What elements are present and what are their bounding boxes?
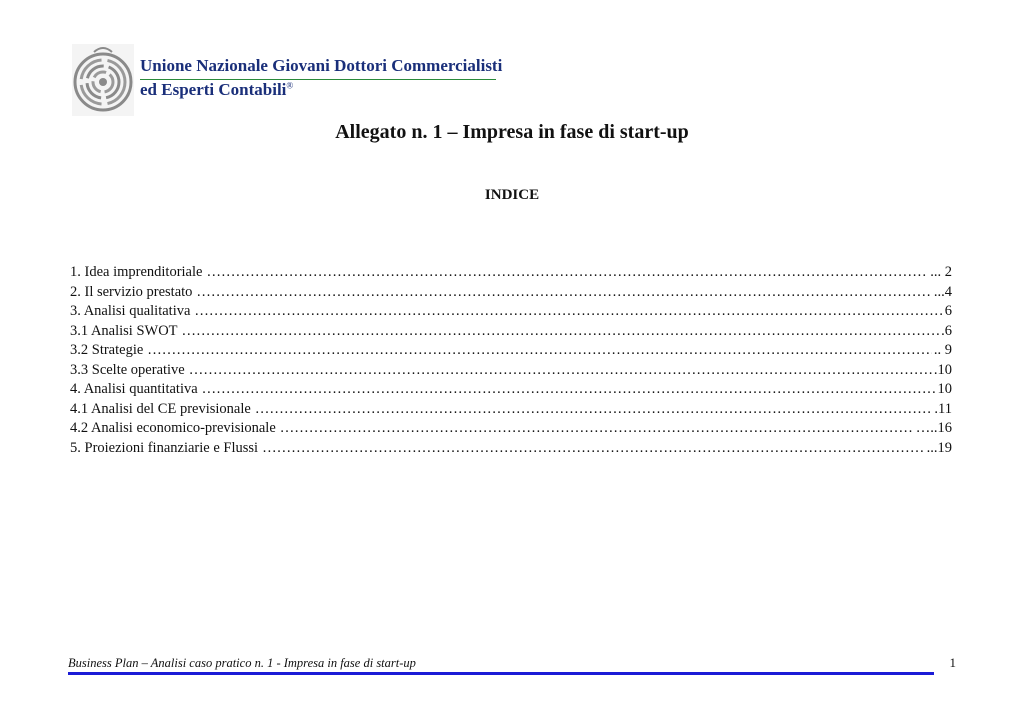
toc-leader-dots bbox=[189, 361, 932, 381]
toc-entry[interactable] bbox=[70, 380, 952, 400]
toc-entry-page: .6 bbox=[941, 322, 952, 339]
toc-entry-page: ... 2 bbox=[930, 264, 952, 280]
toc-entry[interactable] bbox=[70, 263, 952, 283]
toc-entry[interactable] bbox=[70, 419, 952, 439]
toc-entry-label: 4. Analisi quantitativa bbox=[70, 381, 198, 397]
toc-entry[interactable] bbox=[70, 322, 952, 342]
toc-entry-label: 5. Proiezioni finanziarie e Flussi bbox=[70, 439, 259, 456]
toc-leader-dots bbox=[182, 322, 940, 342]
toc-leader-dots bbox=[262, 439, 925, 459]
footer-page-number: 1 bbox=[949, 655, 956, 670]
index-heading: INDICE bbox=[484, 187, 540, 203]
toc-leader-dots bbox=[255, 400, 933, 420]
toc-entry-label: 4.1 Analisi del CE previsionale bbox=[70, 400, 251, 417]
toc-entry-page: ...19 bbox=[926, 439, 952, 456]
toc-leader-dots bbox=[280, 419, 914, 439]
toc-entry-page: .11 bbox=[934, 400, 952, 417]
header-logo bbox=[70, 44, 503, 118]
toc-entry-label: 3.3 Scelte operative bbox=[70, 361, 185, 378]
labyrinth-logo-icon bbox=[72, 44, 134, 116]
toc-entry-label: 4.2 Analisi economico-previsionale bbox=[70, 420, 276, 436]
toc-entry[interactable] bbox=[70, 283, 952, 303]
org-name-line1: Unione Nazionale Giovani Dottori Commercialisti bbox=[140, 56, 503, 75]
toc-entry-page: ...4 bbox=[933, 283, 952, 300]
org-name-line2-text: ed Esperti Contabili bbox=[140, 80, 287, 99]
footer-text: Business Plan – Analisi caso pratico n. 1 - Impresa in fase di start-up bbox=[68, 656, 416, 670]
table-of-contents bbox=[70, 263, 952, 458]
toc-entry[interactable] bbox=[70, 341, 952, 361]
toc-entry-page: 6 bbox=[944, 303, 952, 319]
toc-entry-label: 3.2 Strategie bbox=[70, 342, 144, 358]
org-name-line2 bbox=[140, 80, 293, 100]
toc-leader-dots bbox=[206, 263, 928, 283]
footer-rule bbox=[68, 672, 934, 675]
toc-leader-dots bbox=[147, 341, 932, 361]
registered-mark: ® bbox=[286, 80, 294, 91]
toc-entry-label: 2. Il servizio prestato bbox=[70, 283, 193, 300]
toc-leader-dots bbox=[202, 380, 936, 400]
toc-entry-page: .10 bbox=[933, 361, 952, 378]
toc-entry-label: 1. Idea imprenditoriale bbox=[70, 264, 203, 280]
toc-leader-dots bbox=[194, 302, 942, 322]
toc-leader-dots bbox=[196, 283, 931, 303]
toc-entry-label: 3.1 Analisi SWOT bbox=[70, 322, 178, 339]
toc-entry[interactable] bbox=[70, 439, 952, 459]
toc-entry-page: 10 bbox=[937, 381, 952, 397]
toc-entry-page: .. 9 bbox=[933, 342, 952, 358]
document-title: Allegato n. 1 – Impresa in fase di start-up bbox=[335, 121, 689, 143]
toc-entry[interactable] bbox=[70, 400, 952, 420]
toc-entry-label: 3. Analisi qualitativa bbox=[70, 303, 191, 319]
toc-entry-page: …..16 bbox=[915, 420, 952, 436]
toc-entry[interactable] bbox=[70, 302, 952, 322]
toc-entry[interactable] bbox=[70, 361, 952, 381]
